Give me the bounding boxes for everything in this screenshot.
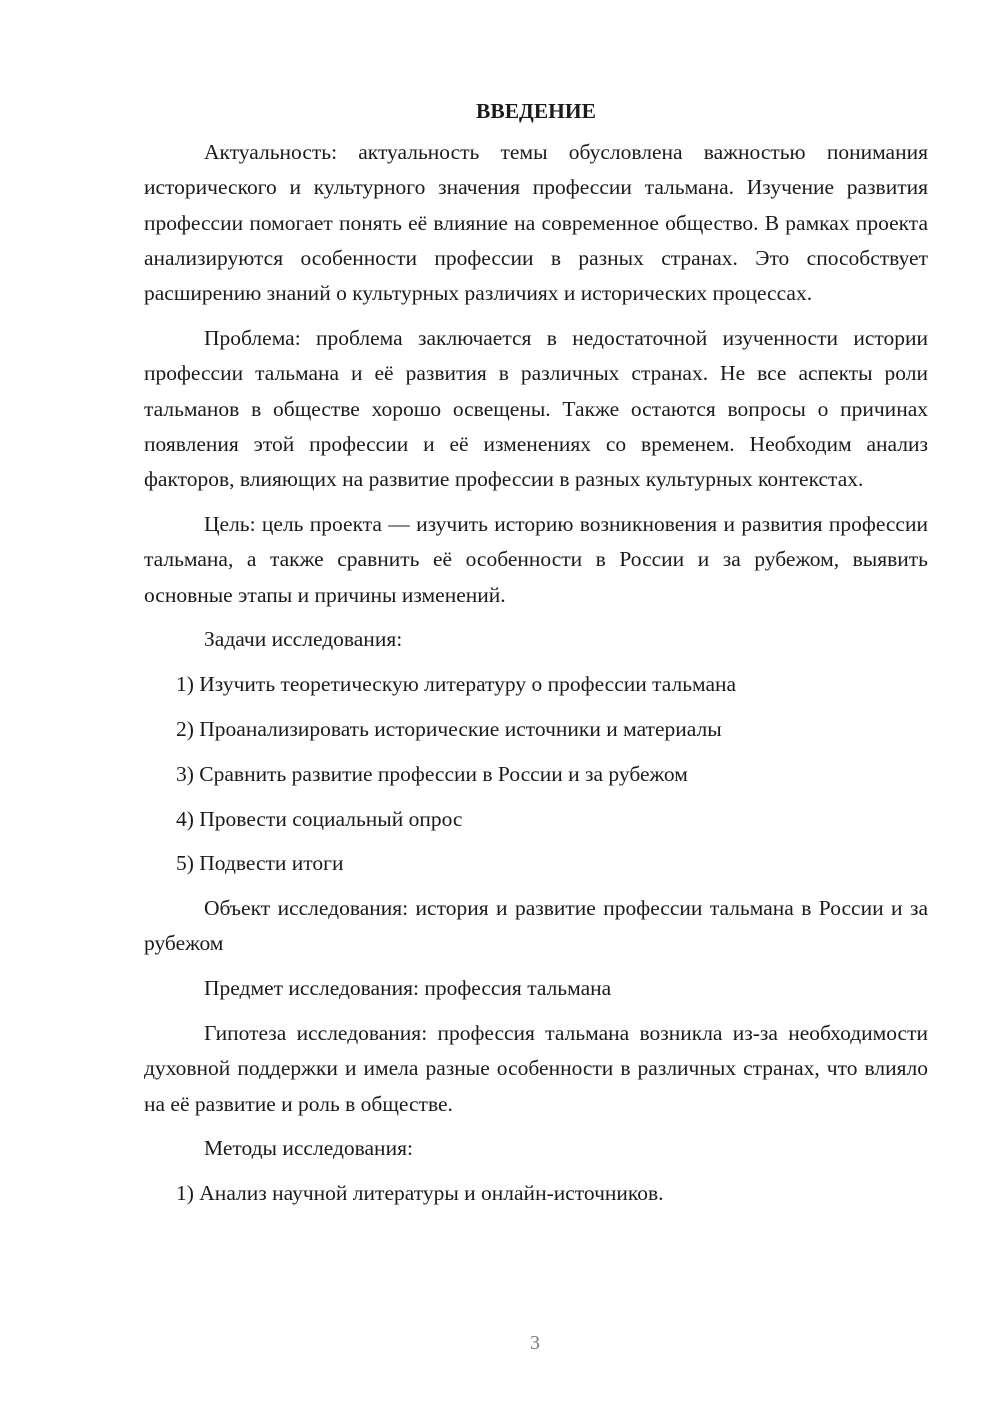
- list-item: 1) Анализ научной литературы и онлайн-источников.: [176, 1181, 664, 1206]
- list-item: 5) Подвести итоги: [176, 851, 344, 876]
- goal-paragraph: Цель: цель проекта — изучить историю возникновения и развития профессии тальмана, а также сравнить её особенности в России и за рубежом, выявить основные этапы и причины изменений.: [144, 511, 928, 607]
- section-heading: ВВЕДЕНИЕ: [476, 99, 596, 123]
- list-item: 3) Сравнить развитие профессии в России и за рубежом: [176, 761, 688, 786]
- methods-label: Методы исследования:: [204, 1136, 413, 1161]
- page-number: 3: [530, 1332, 540, 1354]
- list-item: 1) Изучить теоретическую литературу о профессии тальмана: [176, 672, 737, 697]
- methods-list: [144, 1176, 928, 1211]
- document-page: [144, 96, 928, 1221]
- relevance-paragraph: Актуальность: актуальность темы обусловлена важностью понимания исторического и культурного значения профессии тальмана. Изучение развития профессии помогает понять её влияние на современное общество. В рамках проекта анализируются особенности профессии в разных странах. Это способствует расширению знаний о культурных различиях и исторических процессах.: [144, 140, 928, 306]
- problem-paragraph: Проблема: проблема заключается в недостаточной изученности истории профессии тальмана и её развития в различных странах. Не все аспекты роли тальманов в обществе хорошо освещены. Также остаются вопросы о причинах появления этой профессии и её изменениях со временем. Необходим анализ факторов, влияющих на развитие профессии в разных культурных контекстах.: [144, 325, 928, 492]
- list-item: 4) Провести социальный опрос: [176, 806, 463, 831]
- object-paragraph: Объект исследования: история и развитие профессии тальмана в России и за рубежом: [144, 896, 928, 956]
- subject-paragraph: Предмет исследования: профессия тальмана: [204, 976, 612, 1001]
- tasks-label: Задачи исследования:: [204, 627, 403, 652]
- list-item: 2) Проанализировать исторические источники и материалы: [176, 716, 722, 741]
- tasks-list: [144, 667, 928, 881]
- hypothesis-paragraph: Гипотеза исследования: профессия тальмана возникла из-за необходимости духовной поддержки и имела разные особенности в различных странах, что влияло на её развитие и роль в обществе.: [144, 1021, 928, 1116]
